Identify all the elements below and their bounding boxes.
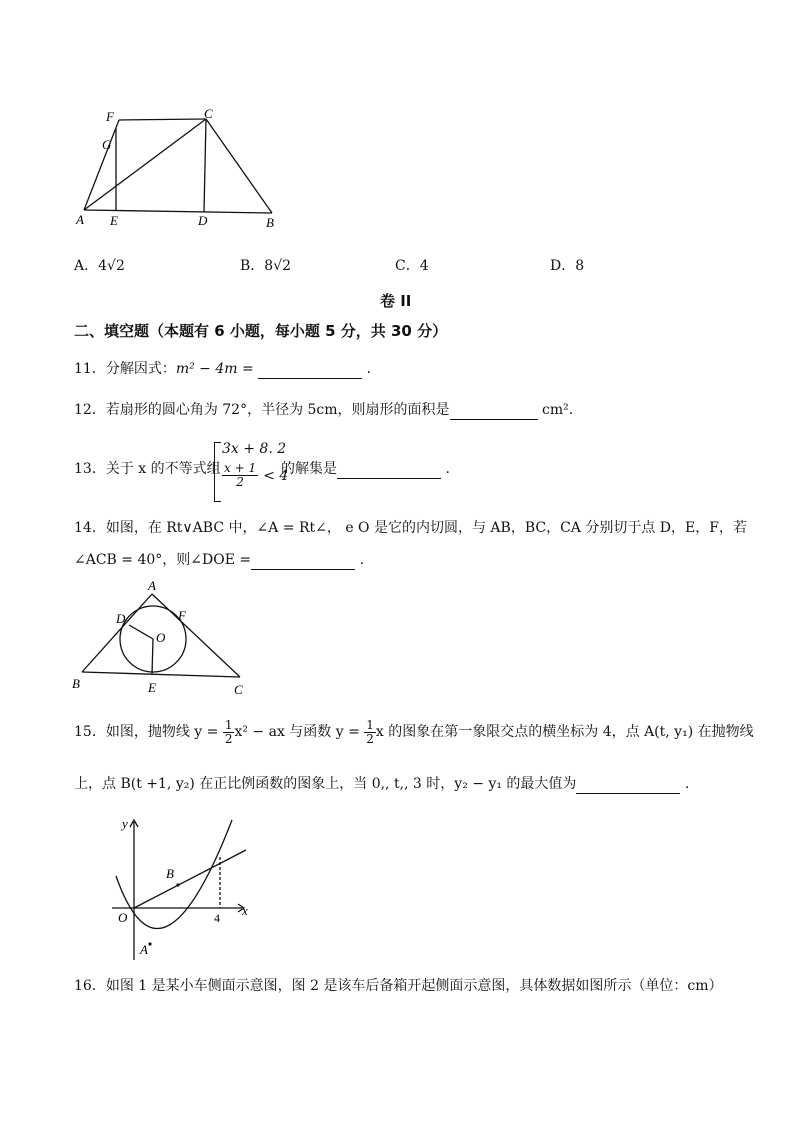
q15-half-2: $\frac{1}{2}$ [366,717,374,746]
point-a [148,942,151,945]
q13-prefix: 13．关于 x 的不等式组 [74,461,221,477]
q11-answer-blank[interactable] [258,362,362,379]
label-four: 4 [214,911,220,925]
question-16: 16．如图 1 是某小车侧面示意图，图 2 是该车后备箱开起侧面示意图，具体数据如图所示（单位：cm） [74,978,723,994]
q15-end: . [684,776,690,792]
figure-q10 [70,100,300,235]
triangle-side-bc [82,672,240,677]
line-graph [134,850,246,908]
label-b: B [266,215,274,230]
q11-expr: m² − 4m = [175,361,254,377]
choice-d: D．8 [550,258,585,274]
q15-line1 [74,714,754,750]
choice-a: A．4√2 [74,258,125,274]
segment-fc [119,119,206,120]
label-c: C [234,682,243,697]
point-b [176,883,179,886]
q13-suffix: 的解集是 [281,461,337,477]
q14-line2 [74,550,364,570]
section-heading: 二、填空题（本题有 6 小题，每小题 5 分，共 30 分） [74,322,448,340]
segment-cd [204,119,206,212]
q13-brace [214,442,221,502]
label-f: F [106,109,114,124]
q15-part-b: x² − ax 与函数 y = [234,724,360,740]
question-11 [74,359,371,379]
q12-prefix: 12．若扇形的圆心角为 72°，半径为 5cm，则扇形的面积是 [74,402,450,418]
label-a: A [148,578,156,593]
label-b: B [72,676,80,691]
question-12 [74,400,573,420]
q13-suffix-line [281,459,450,479]
q15-line2-prefix: 上，点 B(t +1, y₂) 在正比例函数的图象上，当 0,, t,, 3 时，y₂ − y₁ 的最大值为 [74,776,577,792]
label-o: O [118,910,128,925]
q13-line2 [222,462,288,489]
choice-b: B．8√2 [240,258,292,274]
q13-ineq: < 4 [263,468,289,484]
label-d: D [198,213,208,228]
q15-part-c: x 的图象在第一象限交点的横坐标为 4，点 A(t, y₁) 在抛物线 [375,724,754,740]
q13-fraction: $\frac{x + 1}{2}$ [224,461,257,489]
label-d: D [116,611,126,626]
q14-line1: 14．如图，在 Rt∨ABC 中，∠A = Rt∠， e O 是它的内切圆，与 AB，BC，CA 分别切于点 D，E，F，若 [74,520,747,536]
q11-prefix: 11．分解因式： [74,361,176,377]
radius-od [129,625,153,639]
label-e: E [110,213,118,228]
q11-end: . [366,361,372,377]
q13-answer-blank[interactable] [337,462,441,479]
label-b: B [166,866,174,881]
q15-answer-blank[interactable] [576,777,680,794]
q15-half-1: $\frac{1}{2}$ [224,717,233,746]
choice-c: C．4 [395,258,429,274]
label-e: E [148,680,156,695]
label-g: G [102,137,112,152]
label-o: O [156,630,166,645]
label-a: A [140,942,148,957]
label-x: x [242,903,248,918]
q15-part-a: 15．如图，抛物线 y = [74,724,219,740]
q13-end: . [445,461,450,477]
q14-end: . [359,552,365,568]
label-f: F [178,608,186,623]
q15-line2 [74,774,689,794]
figure-q15 [110,814,260,962]
q14-line2-prefix: ∠ACB = 40°，则∠DOE = [74,552,252,568]
q13-line1: 3x + 8. 2 [222,441,287,457]
volume-title: 卷 II [380,292,412,310]
q12-end: . [568,402,574,418]
label-c: C [204,106,213,121]
label-y: y [122,816,128,831]
q14-answer-blank[interactable] [251,553,355,570]
figure-q14 [68,576,258,700]
q12-answer-blank[interactable] [450,403,538,420]
segment-cb [206,119,272,213]
label-a: A [76,212,84,227]
radius-oe [152,639,153,674]
q12-unit: cm² [542,402,569,418]
